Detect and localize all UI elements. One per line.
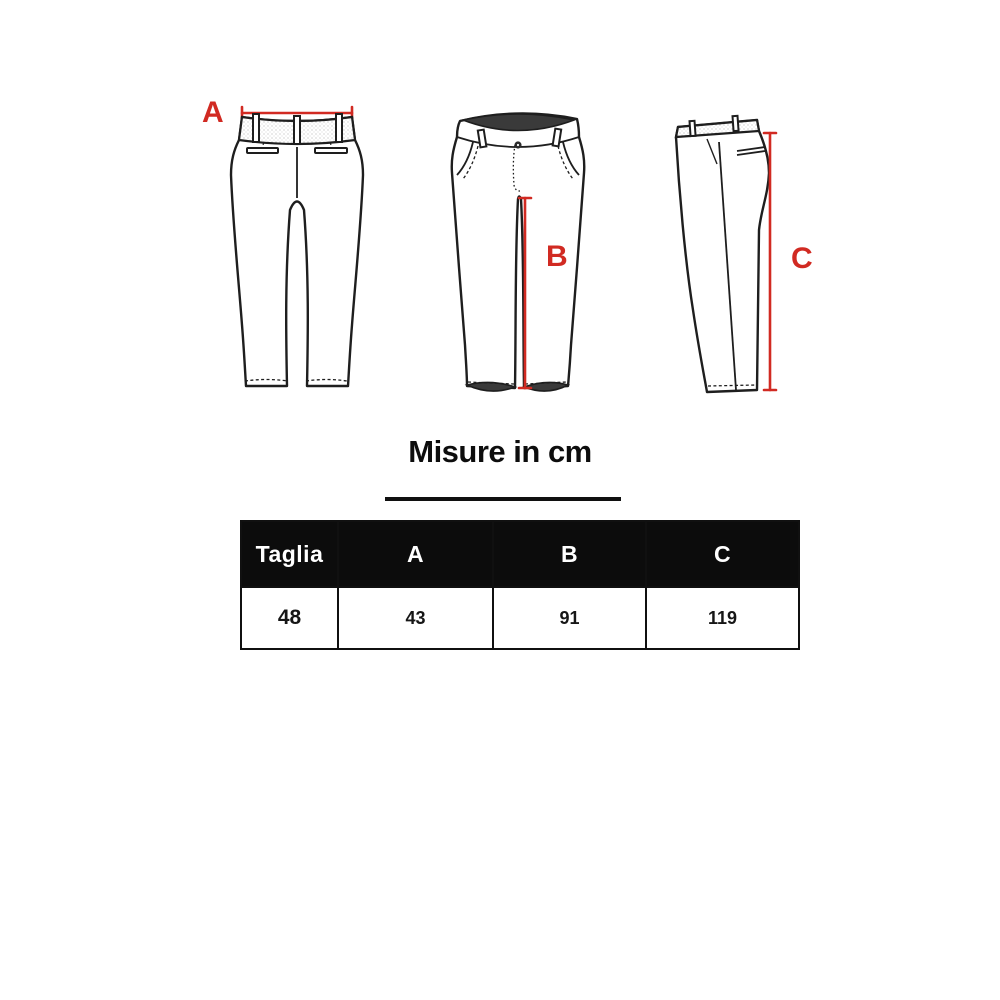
size-table-header-a: A (338, 521, 493, 587)
title-underline (385, 497, 621, 501)
back-pocket (315, 148, 347, 153)
size-table-row (241, 587, 799, 649)
belt-loop (690, 121, 696, 136)
back-pocket (247, 148, 278, 153)
size-table-header-b: B (493, 521, 646, 587)
size-value-b: 91 (493, 587, 646, 649)
size-table (240, 520, 800, 650)
measure-label-b: B (546, 240, 568, 273)
belt-loop (733, 116, 739, 131)
pants-back-view-figure (195, 85, 375, 410)
size-table-header-c: C (646, 521, 799, 587)
belt-loop (294, 116, 300, 144)
belt-loop (553, 129, 562, 147)
pants-front-view-drawing (435, 95, 615, 415)
measure-label-c: C (791, 242, 813, 275)
size-value-taglia: 48 (241, 587, 338, 649)
pants-back-view-drawing (195, 85, 375, 410)
belt-loop (336, 114, 342, 142)
page-title: Misure in cm (408, 434, 592, 469)
pants-front-view-figure (435, 95, 615, 415)
belt-loop (478, 130, 487, 148)
size-table-header-taglia: Taglia (241, 521, 338, 587)
size-value-a: 43 (338, 587, 493, 649)
size-value-c: 119 (646, 587, 799, 649)
size-table-header-row (241, 521, 799, 587)
pants-side-view-figure (655, 100, 835, 420)
belt-loop (253, 114, 259, 142)
measure-label-a: A (202, 96, 224, 129)
